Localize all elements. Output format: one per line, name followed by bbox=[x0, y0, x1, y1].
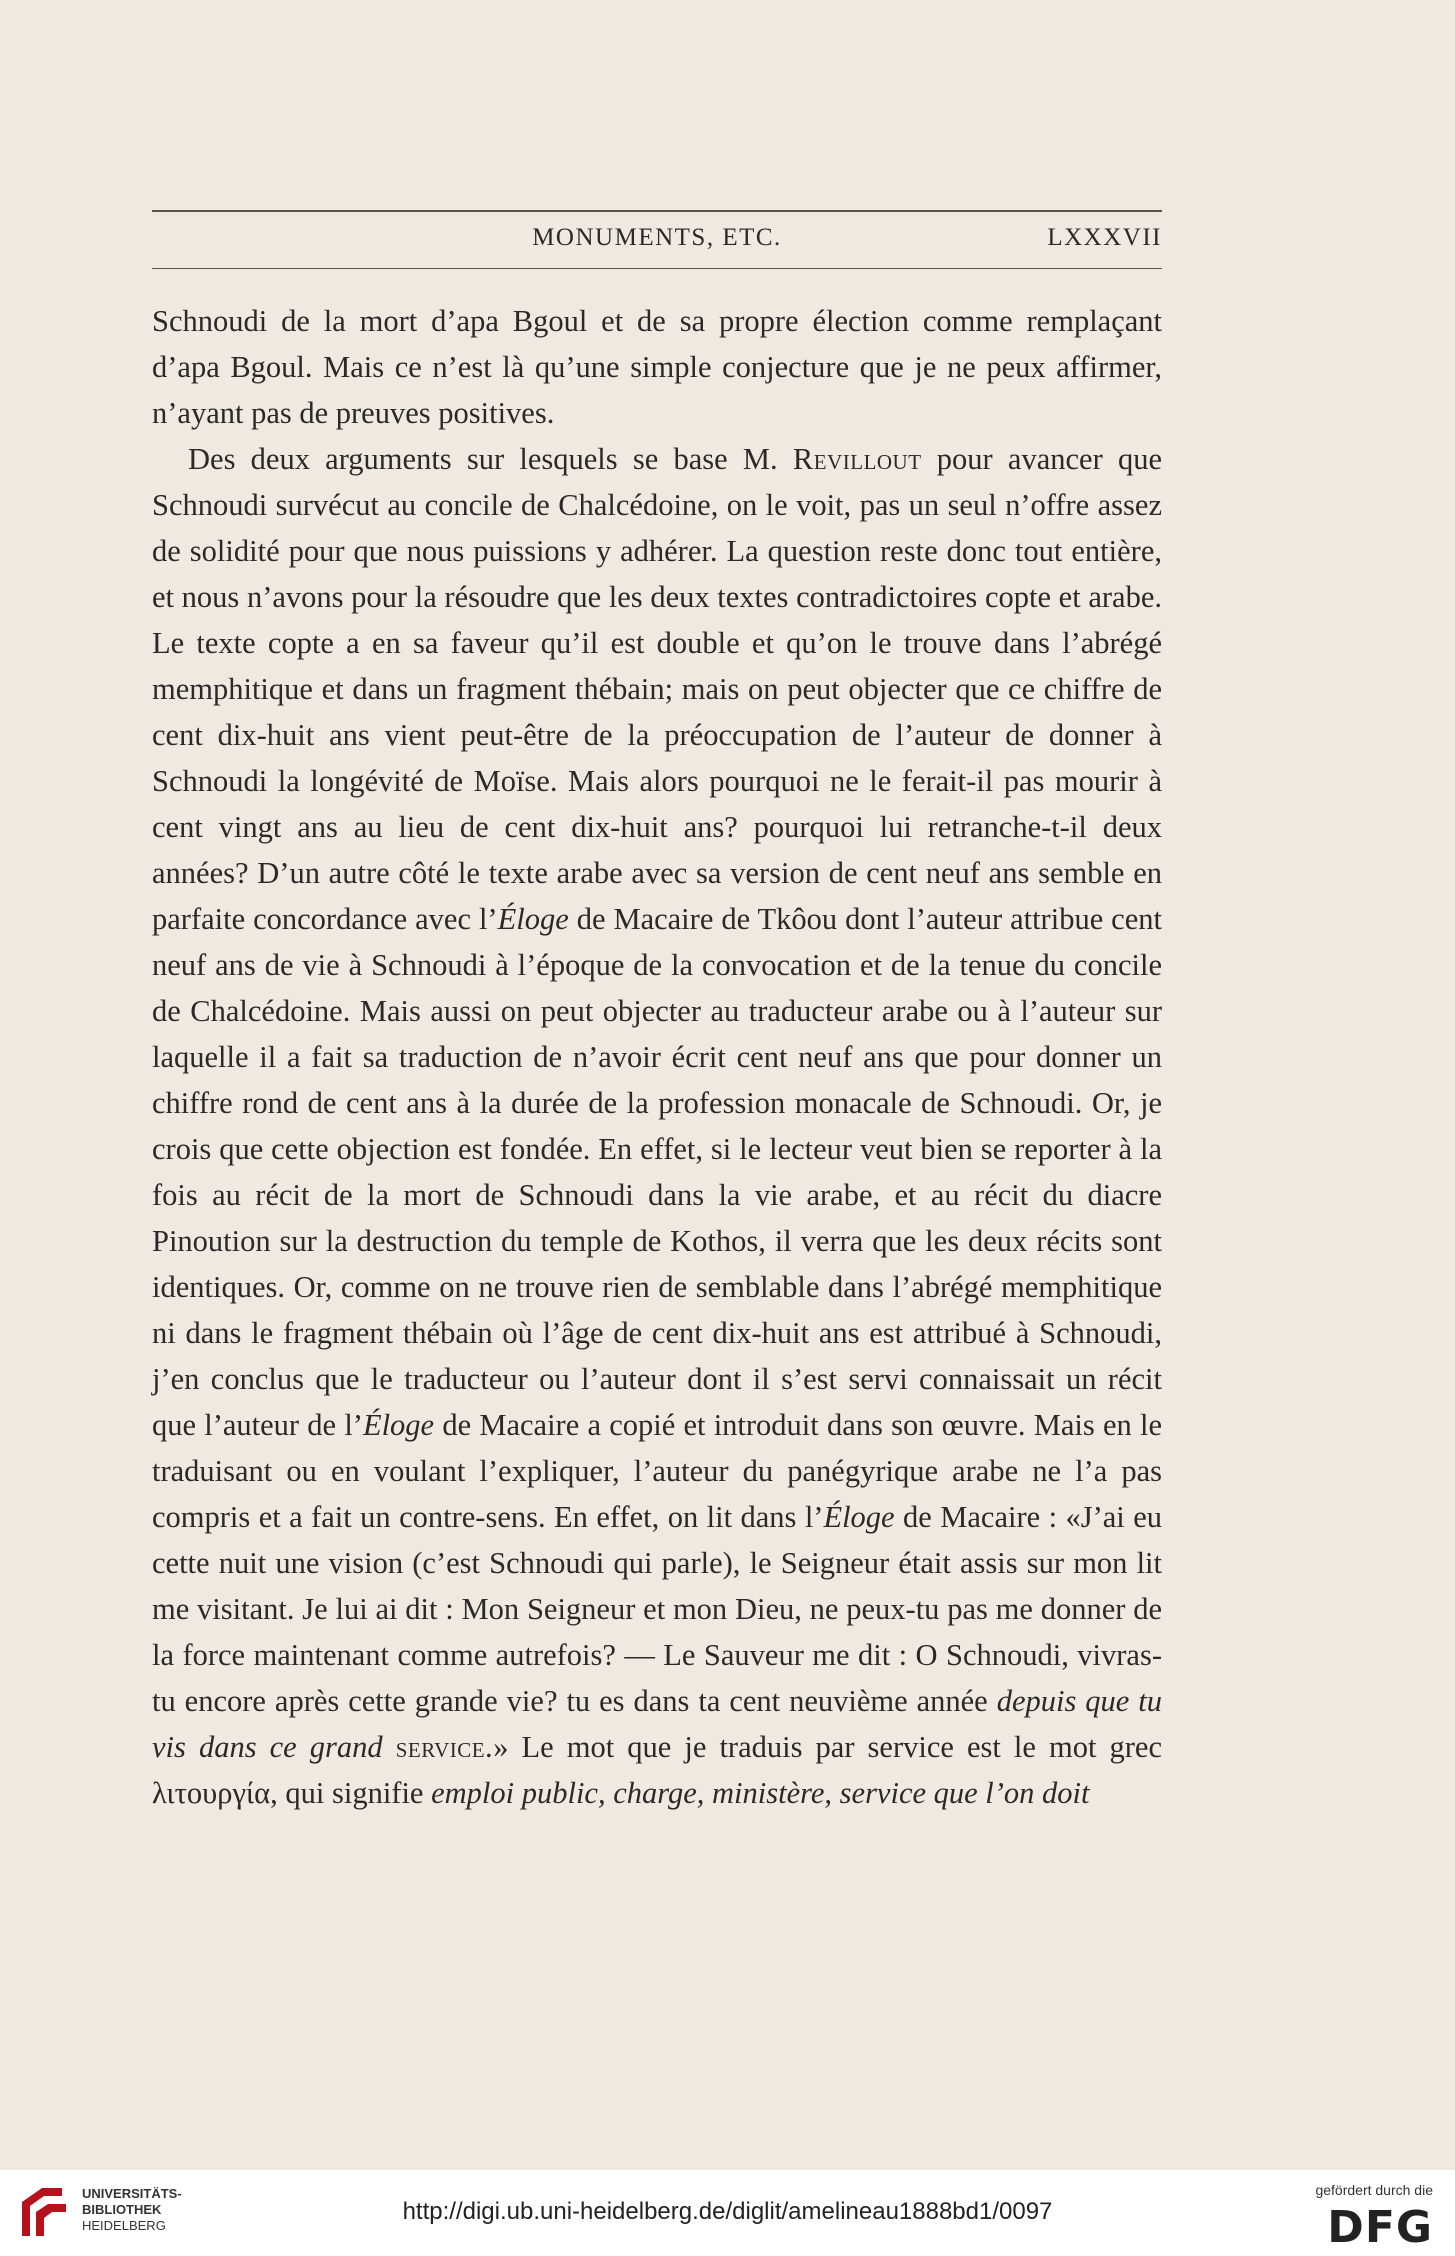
page-number: LXXXVII bbox=[1047, 224, 1162, 251]
italic-title: Éloge bbox=[823, 1500, 895, 1534]
greek-word: λιτουργία bbox=[152, 1776, 271, 1810]
body-text bbox=[152, 298, 1162, 1816]
permalink-url[interactable]: http://digi.ub.uni-heidelberg.de/diglit/amelineau1888bd1/0097 bbox=[402, 2198, 1053, 2225]
italic-title: Éloge bbox=[497, 902, 569, 936]
running-head bbox=[152, 224, 1162, 260]
italic-phrase: depuis que tu vis dans ce grand bbox=[152, 1684, 1162, 1764]
header-rule-top bbox=[152, 210, 1162, 212]
text-span: , qui signifie bbox=[270, 1776, 432, 1810]
text-span: » Le mot que je traduis par service est le mot grec bbox=[493, 1730, 1162, 1764]
header-rule-bottom bbox=[152, 268, 1162, 269]
digitization-footer bbox=[0, 2170, 1455, 2256]
library-name-line: UNIVERSITÄTS- bbox=[82, 2186, 182, 2201]
author-name: Revillout bbox=[792, 442, 922, 476]
text-span: de Macaire : «J’ai eu cette nuit une vision (c’est Schnoudi qui parle), le Seigneur était assis sur mon lit me visitant. Je lui ai dit : Mon Seigneur et mon Dieu, ne peux-tu pas me donner de la force maintenant comme autrefois? — Le Sauveur me dit : O Schnoudi, vivras-tu encore après cette grande vie? tu es dans ta cent neuvième année bbox=[152, 1500, 1162, 1718]
running-title: MONUMENTS, ETC. bbox=[532, 224, 782, 251]
small-caps-word: service. bbox=[395, 1730, 494, 1764]
text-span: de Macaire a copié et introduit dans son œuvre. Mais en le traduisant ou en voulant l’expliquer, l’auteur du panégyrique arabe ne l’a pas compris et a fait un contre-sens. En effet, on lit dans l’ bbox=[152, 1408, 1162, 1534]
paragraph-2 bbox=[152, 436, 1162, 1816]
text-span: pour avancer que Schnoudi survécut au concile de Chalcédoine, on le voit, pas un seul n’offre assez de solidité pour que nous puissions y adhérer. La question reste donc tout entière, et nous n’avons pour la résoudre que les deux textes contradictoires copte et arabe. Le texte copte a en sa faveur qu’il est double et qu’on le trouve dans l’abrégé memphitique et dans un fragment thébain; mais on peut objecter que ce chiffre de cent dix-huit ans vient peut-être de la préoccupation de l’auteur de donner à Schnoudi la longévité de Moïse. Mais alors pourquoi ne le ferait-il pas mourir à cent vingt ans au lieu de cent dix-huit ans? pourquoi lui retranche-t-il deux années? D’un autre côté le texte arabe avec sa version de cent neuf ans semble en parfaite concordance avec l’ bbox=[152, 442, 1162, 936]
italic-title: Éloge bbox=[362, 1408, 435, 1442]
paragraph-1: Schnoudi de la mort d’apa Bgoul et de sa propre élection comme remplaçant d’apa Bgoul. Mais ce n’est là qu’une simple conjecture que je ne peux affirmer, n’ayant pas de preuves positives. bbox=[152, 304, 1162, 430]
text-span: de Macaire de Tkôou dont l’auteur attribue cent neuf ans de vie à Schnoudi à l’époque de la convocation et de la tenue du concile de Chalcédoine. Mais aussi on peut objecter au traducteur arabe ou à l’auteur sur laquelle il a fait sa traduction de n’avoir écrit cent neuf ans que pour donner un chiffre rond de cent ans à la durée de la profession monacale de Schnoudi. Or, je crois que cette objection est fondée. En effet, si le lecteur veut bien se reporter à la fois au récit de la mort de Schnoudi dans la vie arabe, et au récit du diacre Pinoution sur la destruction du temple de Kothos, il verra que les deux récits sont identiques. Or, comme on ne trouve rien de semblable dans l’abrégé memphitique ni dans le fragment thébain où l’âge de cent dix-huit ans est attribué à Schnoudi, j’en conclus que le traducteur ou l’auteur dont il s’est servi connaissait un récit que l’auteur de l’ bbox=[152, 902, 1162, 1442]
library-name-line: BIBLIOTHEK bbox=[82, 2202, 162, 2217]
funder-caption: gefördert durch die bbox=[1315, 2182, 1433, 2198]
text-span: Des deux arguments sur lesquels se base M. bbox=[188, 442, 778, 476]
dfg-logo: DFG bbox=[1327, 2202, 1433, 2253]
library-name-line: HEIDELBERG bbox=[82, 2218, 166, 2233]
italic-meaning: emploi public, charge, ministère, service que l’on doit bbox=[431, 1776, 1090, 1810]
